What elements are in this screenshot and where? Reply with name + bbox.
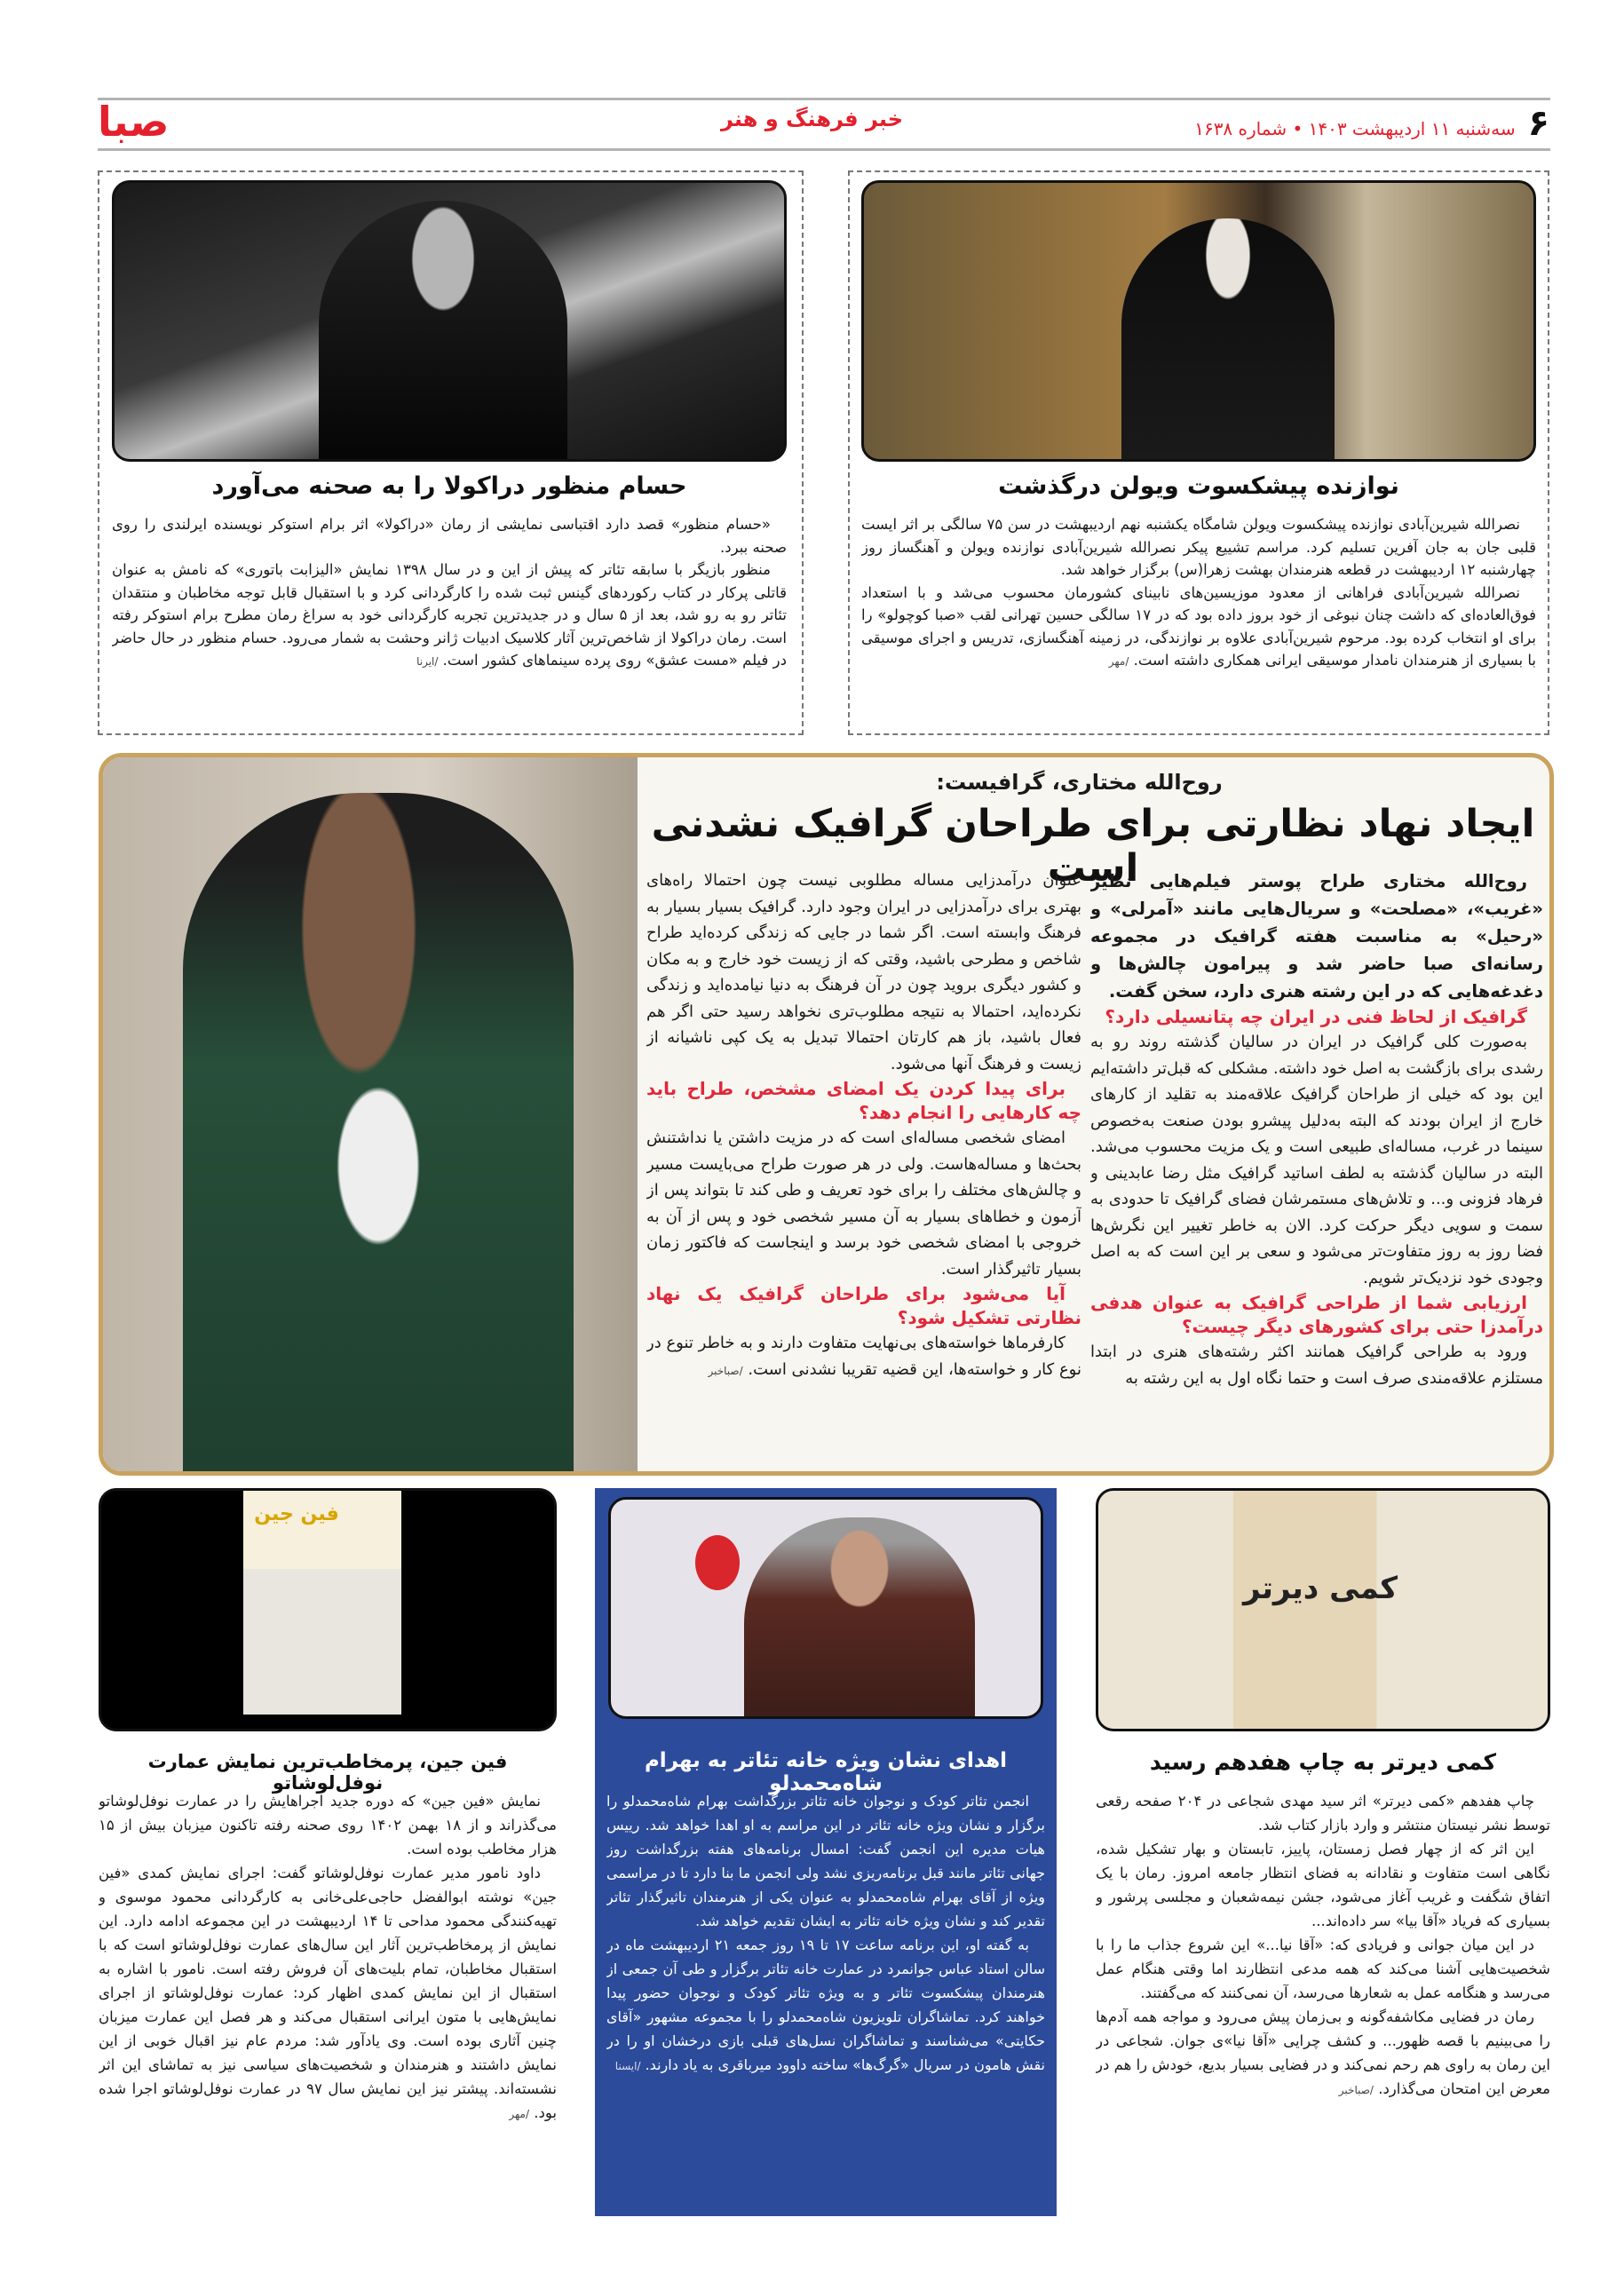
page-number: ۶ bbox=[1527, 103, 1549, 144]
violinist-figure bbox=[1121, 218, 1335, 462]
interview-lead: روح‌الله مختاری طراح پوستر فیلم‌هایی نظیر «غریب»، «مصلحت» و سریال‌هایی مانند «آمرلی» و «رحیل» به مناسبت هفته گرافیک در مجموعه رسانه‌ای صبا حاضر شد و پیرامون چالش‌ها و دغدغه‌هایی که در این رشته هنری دارد، سخن گفت. bbox=[1090, 871, 1543, 1002]
paragraph: داود نامور مدیر عمارت نوفل‌لوشاتو گفت: اجرای نمایش کمدی «فین جین» نوشته ابوالفضل حاجی‌علی‌خانی به کارگردانی محمود موسوی و تهیه‌کنندگی محمود مداحی تا ۱۴ اردیبهشت در این مجموعه ادامه دارد. این نمایش از پرمخاطب‌ترین آثار این سال‌های عمارت نوفل‌لوشاتو است که با استقبال مخاطبان، تمام بلیت‌های آن فروش رفته است. نامور با اشاره به استقبال از این نمایش کمدی اظهار کرد: عمارت نوفل‌لوشاتو از اجرای نمایش‌هایی با متون ایرانی استقبال می‌کند و هر فصل این عمارت میزبان چنین آثاری بوده است. وی یادآور شد: مردم عام نیز اقبال خوبی از این نمایش داشتند و هنرمندان و شخصیت‌های سیاسی نیز به تماشای این اثر نشسته‌اند. پیشتر نیز این نمایش سال ۹۷ در عمارت نوفل‌لوشاتو اجرا شده بود. /مهر bbox=[99, 1865, 557, 2121]
article-body bbox=[99, 1789, 557, 2206]
article-headline: اهدای نشان ویژه خانه تئاتر به بهرام شاه‌محمدلو bbox=[644, 1749, 1008, 1795]
interview-answer: کارفرماها خواسته‌های بی‌نهایت متفاوت دارند و به خاطر تنوع در نوع کار و خواسته‌ها، این قضیه تقریبا نشدنی است. /صباخبر bbox=[646, 1334, 1081, 1379]
article-headline: حسام منظور دراکولا را به صحنه می‌آورد bbox=[211, 472, 687, 500]
pomegranate bbox=[695, 1535, 740, 1590]
violinist-photo bbox=[861, 180, 1536, 462]
poster bbox=[243, 1491, 401, 1715]
interview-question: برای پیدا کردن یک امضای مشخص، طراح باید چه کارهایی را انجام دهد؟ bbox=[646, 1078, 1081, 1123]
issue-info bbox=[1194, 103, 1549, 144]
paragraph: نصرالله شیرین‌آبادی نوازنده پیشکسوت ویولن شامگاه یکشنبه نهم اردیبهشت در سن ۷۵ سالگی بر اثر ایست قلبی جان به جان آفرین تسلیم کرد. مراسم تشییع پیکر نصرالله شیرین‌آبادی نوازنده ویولن و آهنگساز روز چهارشنبه ۱۲ اردیبهشت در قطعه هنرمندان بهشت زهرا(س) برگزار خواهد شد. bbox=[861, 516, 1536, 578]
news-source: /مهر bbox=[1108, 655, 1129, 668]
interviewee-figure bbox=[183, 793, 574, 1471]
interview-feature bbox=[99, 753, 1554, 1476]
section-title: خبر فرهنگ و هنر bbox=[720, 107, 904, 131]
book-title-lettering: کمی دیرتر bbox=[1242, 1571, 1398, 1606]
play-poster-image bbox=[99, 1488, 557, 1731]
paragraph: در این میان جوانی و فریادی که: «آقا نیا...» این شروع جذاب ما را با شخصیت‌هایی آشنا می‌کند که همه مدعی انتظارند اما وقتی هنگام عمل می‌رسد و هنگامه عمل به شعارها می‌رسد، آن نمی‌کنند که می‌گفتند. bbox=[1096, 1936, 1550, 2001]
header-top-rule bbox=[98, 98, 1550, 100]
interview-kicker: روح‌الله مختاری، گرافیست: bbox=[936, 770, 1223, 795]
issue-date: سه‌شنبه ۱۱ اردیبهشت ۱۴۰۳ • شماره ۱۶۳۸ bbox=[1194, 118, 1516, 139]
interview-column-left bbox=[646, 867, 1081, 1464]
paragraph: منظور بازیگر با سابقه تئاتر که پیش از این و در سال ۱۳۹۸ نمایش «الیزابت باتوری» که نامش به عنوان قاتلی پرکار در کتاب رکوردهای گینس ثبت شده را کارگردانی کرد و با استقبال قابل توجه مخاطبان و منتقدان تئاتر رو به رو شد، بعد از ۵ سال و در جدیدترین تجربه کارگردانی خود به سراغ رمان مطرح برام استوکر رفته است. رمان دراکولا از شاخص‌ترین آثار کلاسیک ادبیات ژانر وحشت به شمار می‌رود. حسام منظور در حال حاضر در فیلم «مست عشق» روی پرده سینماهای کشور است. /ایرنا bbox=[112, 561, 787, 669]
article-body bbox=[606, 1789, 1045, 2206]
article-body bbox=[1096, 1789, 1550, 2206]
book-cover-image bbox=[1096, 1488, 1550, 1731]
paragraph: نمایش «فین جین» که دوره جدید اجراهایش را در عمارت نوفل‌لوشاتو می‌گذراند و از ۱۸ بهمن ۱۴۰۲ روی صحنه رفته تاکنون میزبان بیش از ۱۵ هزار مخاطب بوده است. bbox=[99, 1793, 557, 1857]
interview-answer: امضای شخصی مساله‌ای است که در مزیت داشتن یا نداشتنش بحث‌ها و مساله‌هاست. ولی در هر صورت طراح می‌بایست مسیر و چالش‌های مختلف را برای خود تعریف و طی کند تا بتواند پس از آزمون و خطاهای بسیار به آن مسیر شخصی خود و پس از آن به خروجی با امضای شخصی خود برسد و اینجاست که فاکتور زمان بسیار تاثیرگذار است. bbox=[646, 1129, 1081, 1279]
article-headline: کمی دیرتر به چاپ هفدهم رسید bbox=[1149, 1749, 1497, 1775]
interview-question: گرافیک از لحاظ فنی در ایران چه پتانسیلی دارد؟ bbox=[1105, 1006, 1527, 1027]
news-source: /ایسنا bbox=[614, 2060, 641, 2072]
article-body bbox=[861, 513, 1536, 726]
paragraph: به گفته او، این برنامه ساعت ۱۷ تا ۱۹ روز جمعه ۲۱ اردیبهشت ماه در سالن استاد عباس جوانمرد در عمارت خانه تئاتر برگزار و طی آن جمعی از هنرمندان پیشکسوت تئاتر و به ویژه تئاتر کودک و نوجوان حضور پیدا خواهند کرد. تماشاگران تلویزیون شاه‌محمدلو را با مجموعه مشهور «آقای حکایتی» می‌شناسند و تماشاگران نسل‌های قبلی بازی درخشان او را در نقش هامون در سریال «گرگ‌ها» ساخته داوود میرباقری به یاد دارند. /ایسنا bbox=[606, 1936, 1045, 2073]
news-source: /صباخبر bbox=[708, 1364, 743, 1377]
hesam-manzour-photo bbox=[112, 180, 787, 462]
article-body bbox=[112, 513, 787, 726]
paragraph: چاپ هفدهم «کمی دیرتر» اثر سید مهدی شجاعی در ۲۰۴ صفحه رقعی توسط نشر نیستان منتشر و وارد بازار کتاب شد. bbox=[1096, 1793, 1550, 1833]
interview-question: آیا می‌شود برای طراحان گرافیک یک نهاد نظارتی تشکیل شود؟ bbox=[646, 1283, 1081, 1328]
interview-answer: عنوان درآمدزایی مساله مطلوبی نیست چون احتمالا راه‌های بهتری برای درآمدزایی در ایران وجود دارد. گرافیک بسیار بسیار به فرهنگ وابسته است. اگر شما در جایی که زندگی کرده‌اید طراح شاخص و مطرحی باشید، وقتی که از زیست خود خارج و به مکان و کشور دیگری بروید چون در آن فرهنگ به دنیا نیامده‌اید و زندگی نکرده‌اید، احتمالا به نتیجه مطلوب‌تری نخواهد رسید حتی اگر هم فعال باشید، باز هم کارتان احتمالا تبدیل به یک کپی ناشیانه از زیست و فرهنگ آنها می‌شود. bbox=[646, 871, 1081, 1073]
interview-answer: ورود به طراحی گرافیک همانند اکثر رشته‌های هنری در ابتدا مستلزم علاقه‌مندی صرف است و حتما نگاه اول به این رشته به bbox=[1090, 1342, 1543, 1388]
shahmohammadlou-photo bbox=[608, 1497, 1043, 1719]
newspaper-logo[interactable]: صبا bbox=[98, 98, 170, 146]
article-headline: نوازنده پیشکسوت ویولن درگذشت bbox=[998, 472, 1399, 500]
actor-figure bbox=[744, 1517, 975, 1719]
news-source: /ایرنا bbox=[416, 655, 439, 668]
paragraph: انجمن تئاتر کودک و نوجوان خانه تئاتر بزرگداشت بهرام شاه‌محمدلو را برگزار و نشان ویژه خانه تئاتر در این مراسم به او اهدا خواهد شد. رییس هیات مدیره این انجمن گفت: امسال برنامه‌های هفته بزرگداشت روز جهانی تئاتر مانند قبل برنامه‌ریزی نشد ولی انجمن ما بنا دارد تا در مراسمی ویژه از آقای بهرام شاه‌محمدلو به عنوان یکی از هنرمندان تاثیرگذار تئاتر تقدیر کند و نشان ویژه خانه تئاتر به ایشان تقدیم خواهد شد. bbox=[606, 1793, 1045, 1929]
news-source: /مهر bbox=[509, 2108, 530, 2120]
interviewee-photo bbox=[103, 757, 638, 1471]
news-source: /صباخبر bbox=[1338, 2084, 1374, 2096]
interview-headline: ایجاد نهاد نظارتی برای طراحان گرافیک نشدنی است bbox=[651, 802, 1535, 891]
paragraph: رمان در فضایی مکاشفه‌گونه و بی‌زمان پیش می‌رود و مواجه همه آدم‌ها را می‌بینیم با قصه ظهور... و کشف چرایی «آقا نیا»ی جوان. شجاعی در این رمان به راوی هم رحم نمی‌کند و در فضایی بسیار بدیع، خودش را هم در معرض این امتحان می‌گذارد. /صباخبر bbox=[1096, 2008, 1550, 2097]
article-headline: فین جین، پرمخاطب‌ترین نمایش عمارت نوفل‌لوشاتو bbox=[147, 1751, 508, 1794]
interview-answer: به‌صورت کلی گرافیک در ایران در سالیان گذشته روند رو به رشدی برای بازگشت به اصل خود داشته. مشکلی که قبل‌تر داشته‌ایم این بود که خیلی از طراحان گرافیک علاقه‌مند به تقلید از کارهای خارج از ایران بودند که البته به‌دلیل پیشرو بودن صنعت به‌خصوص سینما در غرب، مساله‌ای طبیعی است و یک مزیت محسوب می‌شد. البته در سالیان گذشته به لطف اساتید گرافیک مثل رضا عابدینی و فرهاد فزونی و... و تلاش‌های مستمرشان فضای گرافیک تا حدودی به سمت و سویی دیگر حرکت کرد. الان به خاطر تغییر این نگرش‌ها فضا روز به روز متفاوت‌تر می‌شود و سعی بر این است که به اصل وجودی خود نزدیک‌تر شویم. bbox=[1090, 1033, 1543, 1287]
interview-column-right bbox=[1090, 867, 1543, 1464]
paragraph: «حسام منظور» قصد دارد اقتباسی نمایشی از رمان «دراکولا» اثر برام استوکر نویسنده ایرلندی را روی صحنه ببرد. bbox=[112, 516, 787, 556]
header-bottom-rule bbox=[98, 148, 1550, 151]
actor-figure bbox=[319, 201, 567, 462]
poster-title-lettering: فین جین bbox=[254, 1503, 339, 1525]
interview-question: ارزیابی شما از طراحی گرافیک به عنوان هدفی درآمدزا حتی برای کشورهای دیگر چیست؟ bbox=[1090, 1292, 1543, 1337]
paragraph: نصرالله شیرین‌آبادی فراهانی از معدود موزیسین‌های نابینای کشورمان محسوب می‌شد و با استعداد فوق‌العاده‌ای که داشت چنان نبوغی از خود بروز داده بود که در ۱۷ سالگی حسین تهرانی لقب «صبا کوچولو» را برای او انتخاب کرده بود. مرحوم شیرین‌آبادی علاوه بر نوازندگی، در زمینه آهنگسازی، تدریس و اجرای موسیقی با بسیاری از هنرمندان نامدار موسیقی ایرانی همکاری داشته است. /مهر bbox=[861, 583, 1536, 669]
paragraph: این اثر که از چهار فصل زمستان، پاییز، تابستان و بهار تشکیل شده، نگاهی است متفاوت و نقادانه به فضای انتظار جامعه امروز. رمان با یک اتفاق شگفت و غریب آغاز می‌شود، جشن نیمه‌شعبان و مجلسی پرشور و بسیاری که فریاد «آقا بیا» سر داده‌اند... bbox=[1096, 1841, 1550, 1929]
